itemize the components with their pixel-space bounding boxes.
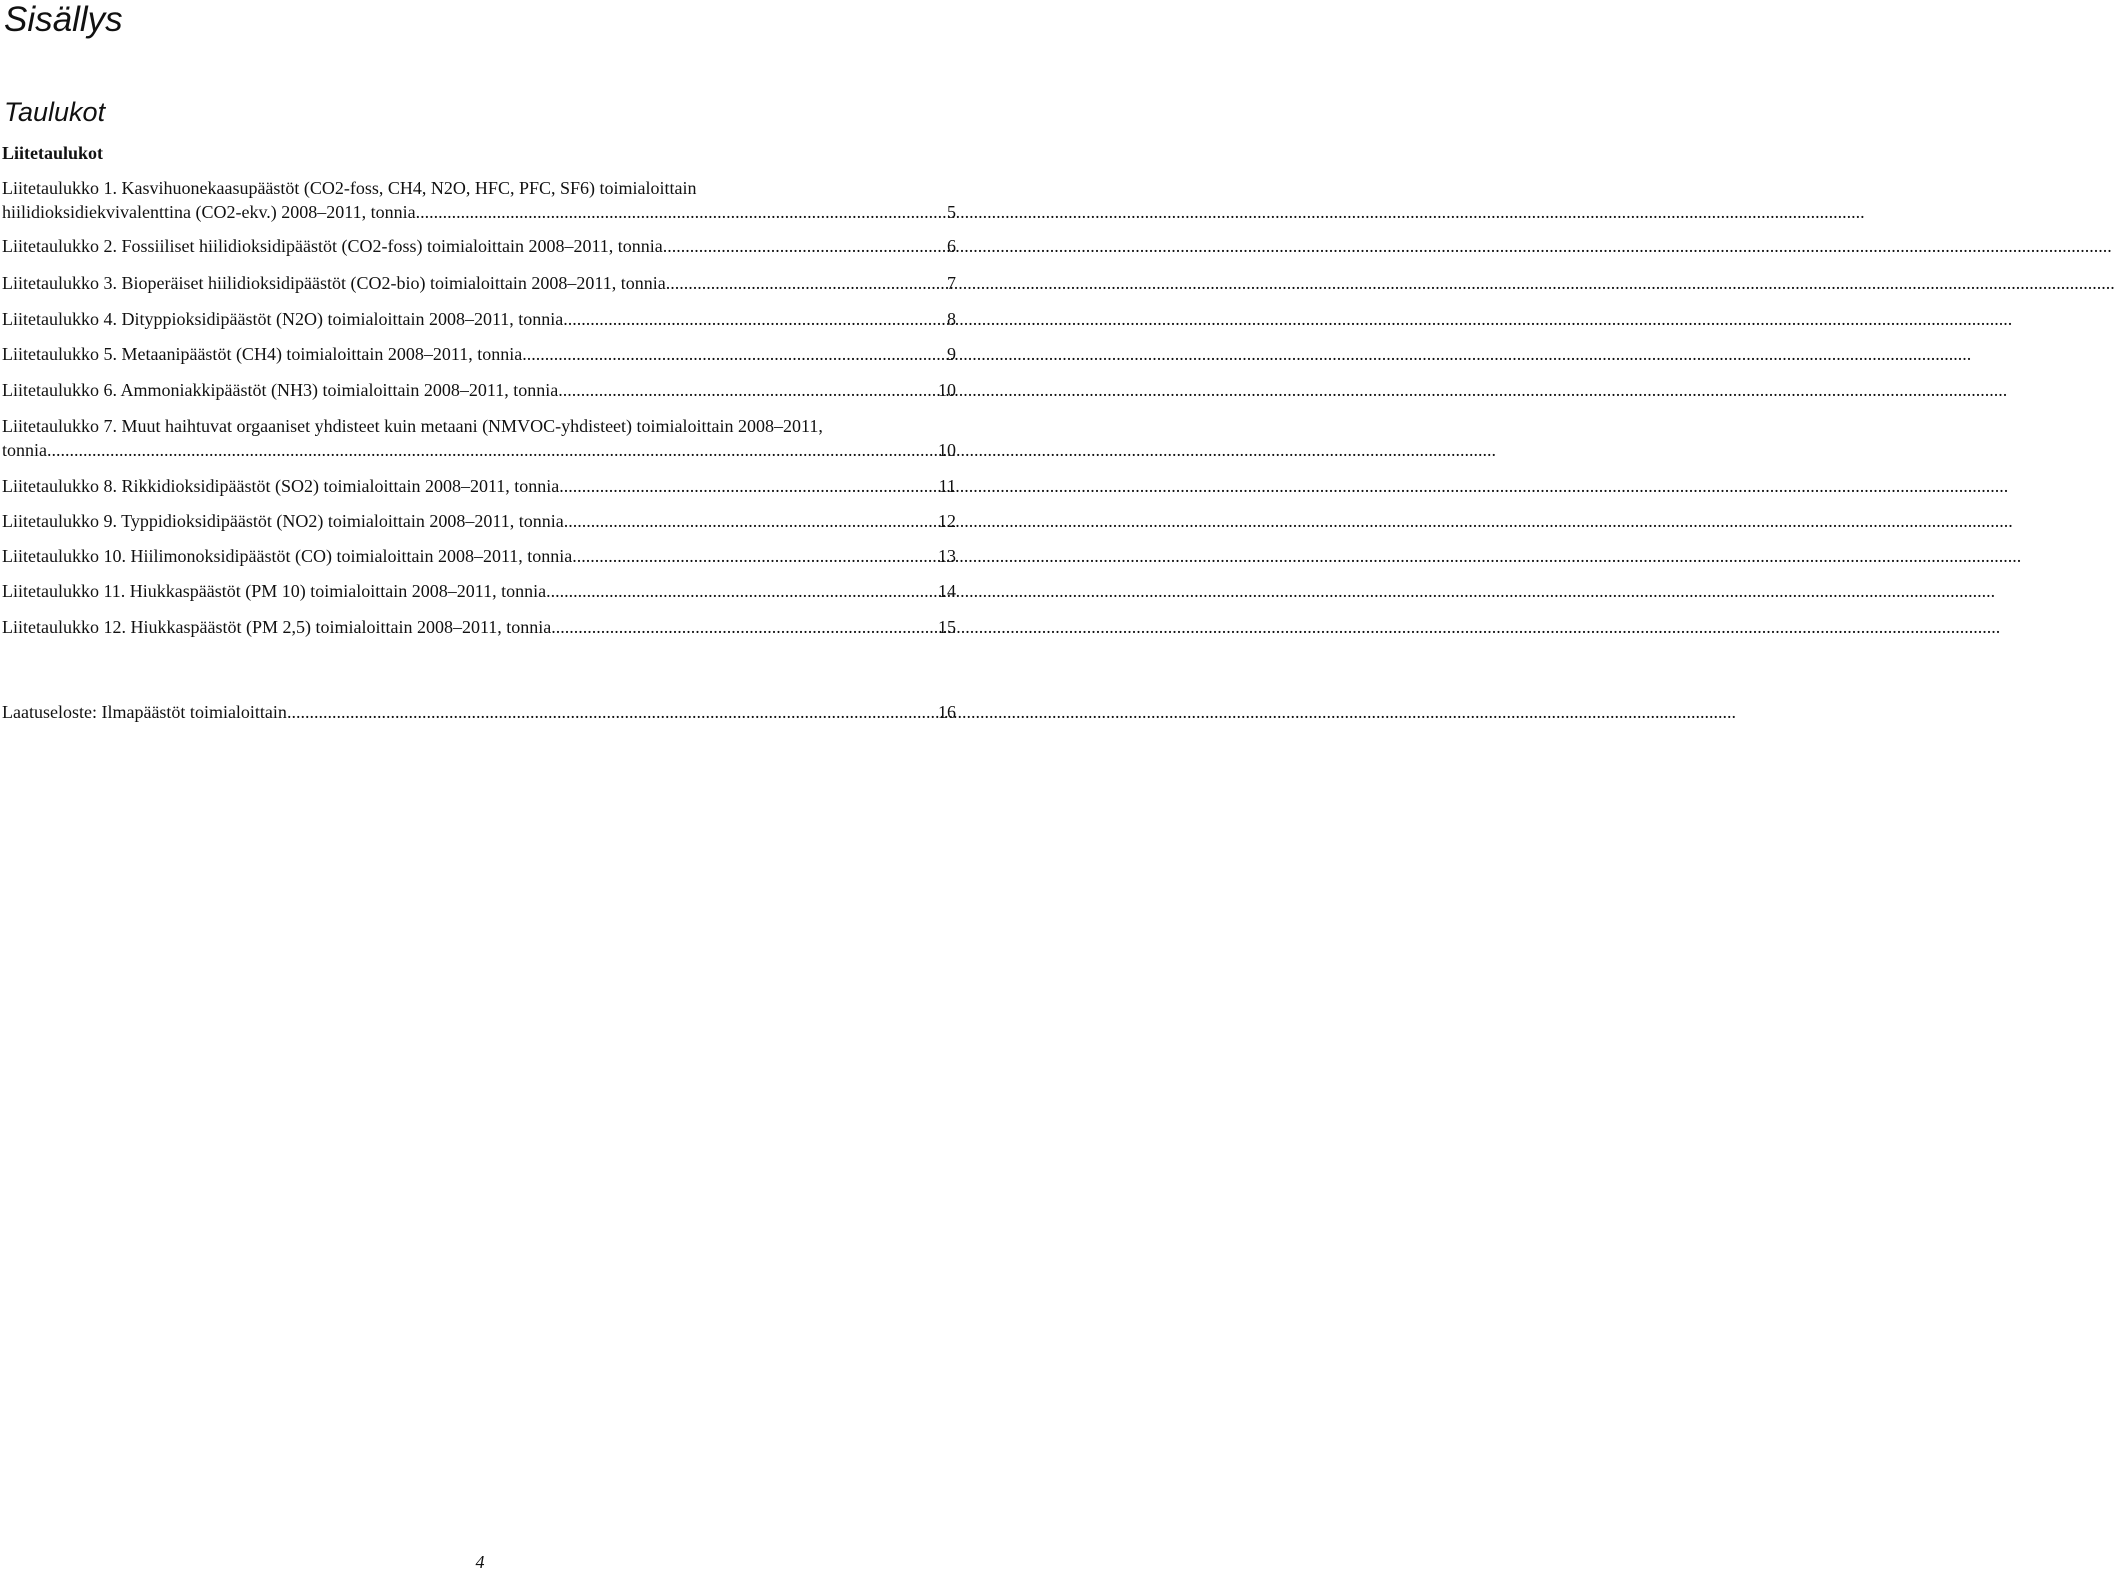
toc-entry-title: Liitetaulukko 5. Metaanipäästöt (CH4) toimialoittain 2008–2011, tonnia [2,344,523,364]
toc-entry-title: Liitetaulukko 6. Ammoniakkipäästöt (NH3) toimialoittain 2008–2011, tonnia [2,380,559,400]
toc-page-number: 5 [947,202,956,222]
dot-leader [564,509,938,533]
dot-leader [559,474,938,498]
toc-entry-6[interactable] [2,378,956,402]
toc-page-number: 13 [938,546,956,566]
toc-page-number: 11 [938,476,956,496]
dot-leader [416,200,947,224]
toc-entry-title: tonnia [2,440,47,460]
dot-leader [47,438,938,462]
toc-page-number: 10 [938,440,956,460]
toc-page-number: 15 [938,617,956,637]
toc-entry-8[interactable] [2,474,956,498]
dot-leader [666,271,947,295]
toc-entry-5[interactable] [2,342,956,366]
dot-leader [663,234,947,258]
dot-leader [287,700,938,724]
dot-leader [546,579,938,603]
page-title: Sisällys [4,0,123,39]
toc-page-number: 16 [938,702,956,722]
toc-entry-title: Liitetaulukko 8. Rikkidioksidipäästöt (SO2) toimialoittain 2008–2011, tonnia [2,476,560,496]
subsection-heading: Liitetaulukot [2,143,104,163]
toc-entry-3[interactable] [2,271,956,295]
toc-entry-title: Laatuseloste: Ilmapäästöt toimialoittain [2,702,287,722]
toc-entry-title: Liitetaulukko 9. Typpidioksidipäästöt (NO2) toimialoittain 2008–2011, tonnia [2,511,564,531]
toc-page-number: 9 [947,344,956,364]
toc-entry-title: Liitetaulukko 4. Dityppioksidipäästöt (N2O) toimialoittain 2008–2011, tonnia [2,309,564,329]
toc-entry-title: Liitetaulukko 12. Hiukkaspäästöt (PM 2,5) toimialoittain 2008–2011, tonnia [2,617,552,637]
toc-entry-title-line: Liitetaulukko 1. Kasvihuonekaasupäästöt (CO2-foss, CH4, N2O, HFC, PFC, SF6) toimialoittain [2,178,697,198]
dot-leader [551,615,938,639]
toc-page-number: 8 [947,309,956,329]
toc-entry-title-line: Liitetaulukko 7. Muut haihtuvat orgaaniset yhdisteet kuin metaani (NMVOC-yhdisteet) toimialoittain 2008–2011, [2,416,823,436]
dot-leader [572,544,938,568]
dot-leader [563,307,947,331]
toc-entry-title: Liitetaulukko 3. Bioperäiset hiilidioksidipäästöt (CO2-bio) toimialoittain 2008–2011, tonnia [2,273,666,293]
toc-entry-7[interactable] [2,414,956,462]
dot-leader [522,342,947,366]
toc-page-number: 12 [938,511,956,531]
toc-entry-11[interactable] [2,579,956,603]
page-number: 4 [475,1552,485,1572]
toc-entry-1[interactable] [2,176,956,224]
dot-leader [558,378,938,402]
toc-page-number: 7 [947,273,956,293]
toc-entry-quality-report[interactable] [2,700,956,724]
toc-entry-title: Liitetaulukko 11. Hiukkaspäästöt (PM 10) toimialoittain 2008–2011, tonnia [2,581,547,601]
section-heading: Taulukot [4,97,106,127]
toc-entry-2[interactable] [2,234,956,258]
toc-page-number: 6 [947,236,956,256]
toc-page-number: 14 [938,581,956,601]
toc-entry-9[interactable] [2,509,956,533]
toc-entry-title: Liitetaulukko 2. Fossiiliset hiilidioksidipäästöt (CO2-foss) toimialoittain 2008–2011, tonnia [2,236,663,256]
toc-entry-12[interactable] [2,615,956,639]
toc-entry-4[interactable] [2,307,956,331]
toc-page-number: 10 [938,380,956,400]
toc-entry-10[interactable] [2,544,956,568]
toc-entry-title: Liitetaulukko 10. Hiilimonoksidipäästöt (CO) toimialoittain 2008–2011, tonnia [2,546,573,566]
toc-entry-title: hiilidioksidiekvivalenttina (CO2-ekv.) 2008–2011, tonnia [2,202,416,222]
